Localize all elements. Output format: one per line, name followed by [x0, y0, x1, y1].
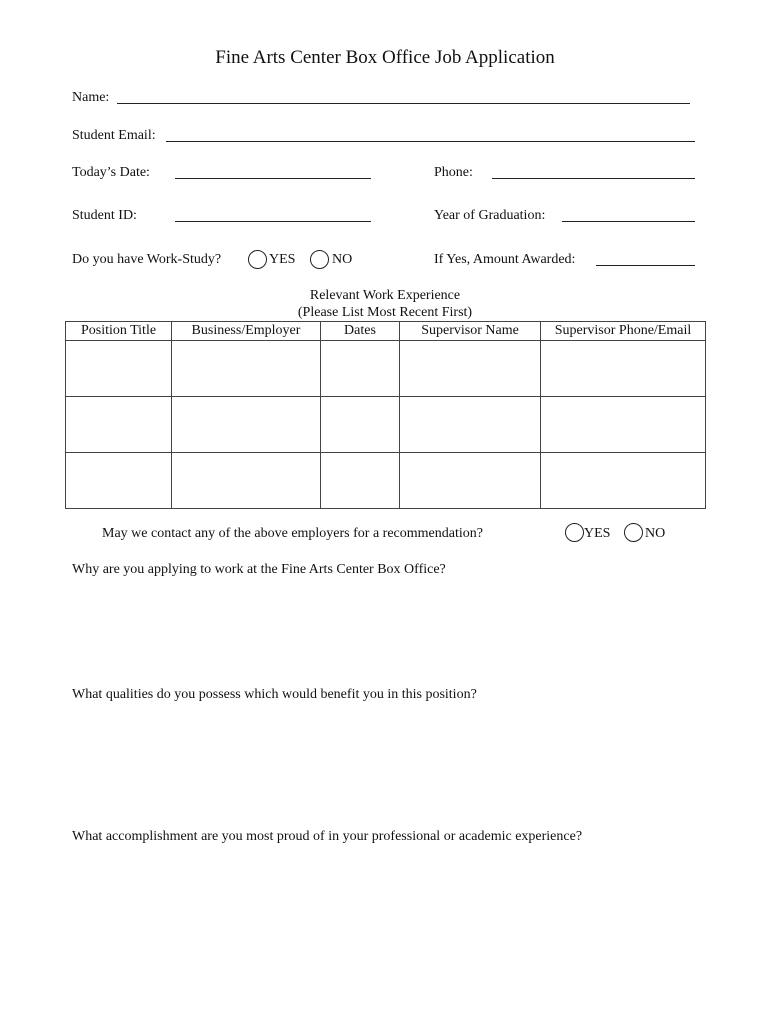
table-cell[interactable]	[400, 453, 541, 509]
table-row	[66, 453, 706, 509]
experience-heading: Relevant Work Experience	[309, 288, 461, 303]
table-cell[interactable]	[66, 453, 172, 509]
column-header-supervisor-contact: Supervisor Phone/Email	[541, 322, 706, 341]
student-id-field[interactable]	[175, 221, 371, 222]
work-study-no-label: NO	[332, 252, 353, 267]
date-label: Today’s Date:	[72, 165, 150, 180]
work-study-yes-label: YES	[269, 252, 296, 267]
amount-field[interactable]	[596, 265, 695, 266]
date-field[interactable]	[175, 178, 371, 179]
name-field[interactable]	[117, 103, 690, 104]
table-cell[interactable]	[400, 341, 541, 397]
answer-accomplishment[interactable]	[72, 851, 695, 1001]
column-header-supervisor: Supervisor Name	[400, 322, 541, 341]
table-row	[66, 397, 706, 453]
contact-no-radio[interactable]	[624, 523, 643, 542]
table-cell[interactable]	[172, 397, 321, 453]
page-title: Fine Arts Center Box Office Job Application	[215, 47, 555, 68]
work-study-no-radio[interactable]	[310, 250, 329, 269]
table-cell[interactable]	[66, 397, 172, 453]
table-row	[66, 341, 706, 397]
answer-qualities[interactable]	[72, 709, 695, 821]
phone-label: Phone:	[434, 165, 473, 180]
contact-no-label: NO	[645, 526, 666, 541]
column-header-position: Position Title	[66, 322, 172, 341]
graduation-field[interactable]	[562, 221, 695, 222]
answer-why-applying[interactable]	[72, 584, 695, 679]
name-label: Name:	[72, 90, 110, 105]
table-cell[interactable]	[172, 453, 321, 509]
table-cell[interactable]	[321, 397, 400, 453]
email-label: Student Email:	[72, 128, 156, 143]
experience-subheading: (Please List Most Recent First)	[297, 305, 473, 320]
work-study-label: Do you have Work-Study?	[72, 252, 222, 267]
table-cell[interactable]	[400, 397, 541, 453]
question-accomplishment: What accomplishment are you most proud of in your professional or academic experience?	[72, 829, 583, 844]
table-cell[interactable]	[541, 341, 706, 397]
graduation-label: Year of Graduation:	[434, 208, 546, 223]
question-qualities: What qualities do you possess which would benefit you in this position?	[72, 687, 477, 702]
contact-yes-radio[interactable]	[565, 523, 584, 542]
email-field[interactable]	[166, 141, 695, 142]
contact-question: May we contact any of the above employers for a recommendation?	[102, 526, 483, 541]
table-cell[interactable]	[541, 453, 706, 509]
table-cell[interactable]	[321, 341, 400, 397]
table-cell[interactable]	[172, 341, 321, 397]
student-id-label: Student ID:	[72, 208, 137, 223]
question-why-applying: Why are you applying to work at the Fine Arts Center Box Office?	[72, 562, 446, 577]
table-cell[interactable]	[66, 341, 172, 397]
table-header-row	[66, 322, 706, 341]
work-study-yes-radio[interactable]	[248, 250, 267, 269]
phone-field[interactable]	[492, 178, 695, 179]
amount-label: If Yes, Amount Awarded:	[434, 252, 576, 267]
table-cell[interactable]	[321, 453, 400, 509]
column-header-dates: Dates	[321, 322, 400, 341]
column-header-employer: Business/Employer	[172, 322, 321, 341]
experience-table	[65, 321, 706, 509]
table-cell[interactable]	[541, 397, 706, 453]
contact-yes-label: YES	[584, 526, 611, 541]
